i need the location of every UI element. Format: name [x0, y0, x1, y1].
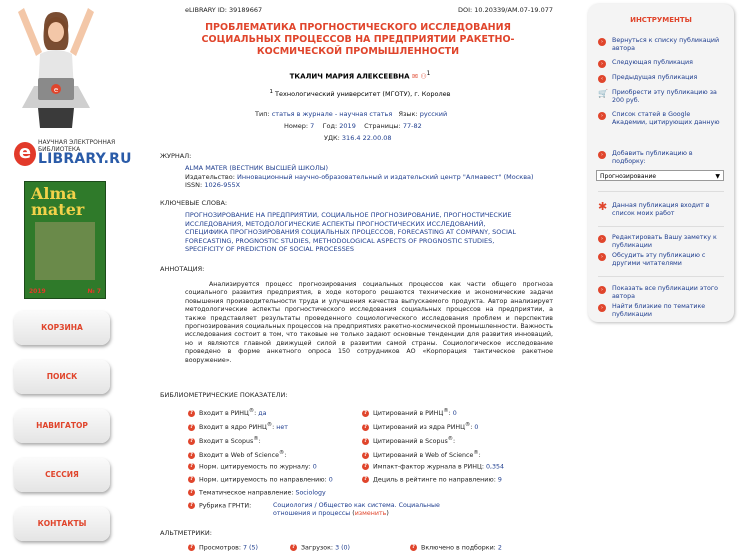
buy-publication-link[interactable]: 🛒 Приобрести эту публикацию за 200 руб. [598, 89, 717, 104]
number-row [284, 122, 422, 130]
indicator-row: ? Цитирований из ядра РИНЦ®: 0 [363, 422, 479, 432]
author-name[interactable]: ТКАЛИЧ МАРИЯ АЛЕКСЕЕВНА [289, 72, 410, 81]
keywords-heading: КЛЮЧЕВЫЕ СЛОВА: [160, 199, 228, 207]
author-sup: 1 [426, 71, 431, 77]
udk-label: УДК: [324, 134, 340, 142]
arrow-right-icon: › [598, 151, 606, 159]
lang-value: русский [419, 110, 448, 118]
arrow-right-icon: › [598, 235, 606, 243]
publisher-value[interactable]: Инновационный научно-образовательный и издательский центр "Алмавест" (Москва) [237, 172, 534, 181]
elibrary-logo[interactable] [14, 137, 132, 173]
num-label: Номер: [284, 122, 309, 130]
left-column [0, 0, 130, 553]
grnti-label: Рубрика ГРНТИ: [199, 502, 252, 510]
nav-search-button[interactable]: ПОИСК [14, 360, 110, 394]
arrow-right-icon: › [598, 60, 606, 68]
help-icon[interactable]: ? [411, 544, 416, 550]
help-icon[interactable]: ? [189, 476, 194, 482]
edit-note-link[interactable]: › Редактировать Вашу заметку к публикации [598, 234, 726, 250]
type-row [255, 110, 447, 118]
arrow-right-icon: › [598, 304, 606, 312]
help-icon[interactable]: ? [363, 451, 368, 458]
collection-select[interactable] [596, 170, 724, 181]
help-icon[interactable]: ? [189, 437, 194, 444]
author-publications-link[interactable]: › Показать все публикации этого автора [598, 285, 726, 301]
nav-contacts-button[interactable]: КОНТАКТЫ [14, 507, 110, 541]
help-icon[interactable]: ? [189, 489, 194, 495]
journal-name[interactable]: ALMA MATER (ВЕСТНИК ВЫСШЕЙ ШКОЛЫ) [185, 164, 328, 172]
nav-navigator-button[interactable]: НАВИГАТОР [14, 409, 110, 443]
help-icon[interactable]: ? [363, 476, 368, 482]
indicator-row: ? Норм. цитируемость по журналу: 0 [189, 463, 317, 471]
keywords-line[interactable]: SPECIFICITY OF PREDICTION OF SOCIAL PROCESSES [185, 245, 355, 253]
arrow-right-icon: › [598, 253, 606, 261]
type-value[interactable]: статья в журнале - научная статья [271, 110, 393, 118]
article-title: ПРОБЛЕМАТИКА ПРОГНОСТИЧЕСКОГО ИССЛЕДОВАНИЯ СОЦИАЛЬНЫХ ПРОЦЕССОВ НА ПРЕДПРИЯТИИ РАКЕТНО-КОСМИЧЕСКОЙ ПРОМЫШЛЕННОСТИ [201, 22, 515, 57]
arrow-right-icon: › [598, 38, 606, 46]
collections-row: ? Включено в подборки: 2 [411, 544, 502, 552]
help-icon[interactable]: ? [363, 437, 368, 444]
keywords-line[interactable]: СПЕЦИФИКА ПРОГНОЗИРОВАНИЯ СОЦИАЛЬНЫХ ПРОЦЕССОВ, FORECASTING AT COMPANY, SOCIAL [185, 228, 516, 236]
article-main [140, 0, 580, 553]
keywords-line[interactable]: FORECASTING, PROGNOSTIC STUDIES, METHODOLOGICAL ASPECTS OF PROGNOSTIC STUDIES, [185, 236, 495, 245]
altmetrics-heading: АЛЬТМЕТРИКИ: [160, 529, 212, 537]
num-value[interactable]: 7 [310, 122, 315, 130]
help-icon[interactable]: ? [189, 502, 194, 508]
arrow-right-icon: › [598, 112, 606, 120]
udk-row [324, 134, 392, 142]
tools-title: ИНСТРУМЕНТЫ [630, 16, 692, 24]
divider [598, 226, 724, 227]
indicator-row: ? Импакт-фактор журнала в РИНЦ: 0,354 [363, 463, 505, 471]
abstract-text: Анализируется процесс прогнозирования социальных процессов как части общего прогноза социального развития предприятия, в ходе которого решаются технические и экономические задачи повышения производительности труда и улучшения качества выпускаемого продукта. Автор анализирует методологические аспекты прогностического исследования социальных процессов на предприятии, а также представляет результаты проведенного социологического исследования проблем и перспектив прогнозирования социальных процессов на предприятиях ракетно-космической промышленности. Важность исследования состоит в том, что таковые не только задают основные тенденции для развития инноваций, но и являются главной движущей силой в развитии самой страны. Социологическое исследование проведено в форме анкетного опроса 150 сотрудников АО «Корпорация тактическое ракетное вооружение». [185, 281, 553, 364]
indicator-row: ? Входит в Scopus®: [189, 436, 261, 446]
arrow-right-icon: › [598, 286, 606, 294]
indicator-row: ? Дециль в рейтинге по направлению: 9 [363, 476, 502, 484]
help-icon[interactable]: ? [189, 544, 194, 550]
year-label: Год: [322, 122, 338, 130]
logo-e-icon: e [14, 142, 36, 166]
help-icon[interactable]: ? [363, 423, 368, 430]
divider [598, 191, 724, 192]
person-icon[interactable]: ⚇ [420, 72, 427, 81]
help-icon[interactable]: ? [291, 544, 296, 550]
views-row: ? Просмотров: 7 (5) [189, 544, 258, 552]
discuss-link[interactable]: › Обсудить эту публикацию с другими читателями [598, 252, 726, 268]
collection-select-value: Прогнозирование [600, 173, 657, 180]
indicator-row: ? Цитирований в Web of Science®: [363, 450, 481, 460]
keywords-block [185, 211, 516, 254]
indicator-row: ? Цитирований в РИНЦ®: 0 [363, 408, 457, 418]
help-icon[interactable]: ? [189, 423, 194, 430]
pages-label: Страницы: [364, 122, 401, 130]
chevron-down-icon: ▼ [715, 173, 720, 180]
journal-cover[interactable] [24, 181, 106, 299]
elibrary-id: eLIBRARY ID: 39189667 [185, 6, 263, 14]
publisher-label: Издательство: [185, 172, 235, 181]
affiliation-line [140, 89, 580, 98]
grnti-row: ? Рубрика ГРНТИ: Социология / Общество как система. Социальные отношения и процессы (изменить) [189, 502, 440, 517]
author-line [140, 71, 580, 80]
logo-text: LIBRARY.RU [38, 151, 132, 167]
nav-session-button[interactable]: СЕССИЯ [14, 458, 110, 492]
journal-block [185, 164, 534, 190]
pages-value: 77-82 [402, 122, 422, 130]
tools-panel [588, 4, 734, 322]
hero-illustration [14, 0, 98, 128]
help-icon[interactable]: ? [363, 463, 368, 469]
doi-label: DOI: 10.20339/AM.07-19.077 [458, 6, 553, 14]
keywords-line[interactable]: ИССЛЕДОВАНИЯ, МЕТОДОЛОГИЧЕСКИЕ АСПЕКТЫ ПРОГНОСТИЧЕСКИХ ИССЛЕДОВАНИЙ, [185, 219, 486, 228]
indicator-row: ? Тематическое направление: Sociology [189, 489, 326, 497]
arrow-left-icon: ‹ [598, 75, 606, 83]
cover-image [35, 222, 95, 280]
add-to-collection-label: › Добавить публикацию в подборку: [598, 150, 726, 166]
logo-subtitle: НАУЧНАЯ ЭЛЕКТРОННАЯ БИБЛИОТЕКА [38, 139, 116, 153]
year-value: 2019 [339, 122, 356, 130]
prev-publication-link[interactable]: ‹ Предыдущая публикация [598, 74, 726, 82]
svg-text:e: e [53, 86, 59, 94]
lang-label: Язык: [398, 110, 418, 118]
indicator-row: ? Входит в ядро РИНЦ®: нет [189, 422, 288, 432]
cover-number: № 7 [87, 288, 101, 295]
help-icon[interactable]: ? [189, 409, 194, 416]
asterisk-icon: ✱ [598, 200, 608, 213]
type-label: Тип: [255, 110, 270, 118]
issn-value: 1026-955X [204, 181, 241, 189]
downloads-row: ? Загрузок: 3 (0) [291, 544, 351, 552]
back-to-author-link[interactable]: › Вернуться к списку публикаций автора [598, 37, 726, 53]
affiliation-text: Технологический университет (МГОТУ), г. Королев [275, 90, 451, 99]
cart-icon: 🛒 [598, 89, 608, 98]
grnti-change-link[interactable]: изменить [354, 510, 387, 517]
indicator-row: ? Норм. цитируемость по направлению: 0 [189, 476, 333, 484]
divider [598, 276, 724, 277]
similar-publications-link[interactable]: › Найти близкие по тематике публикации [598, 303, 726, 319]
abstract-heading: АННОТАЦИЯ: [160, 265, 205, 273]
indicator-row: ? Входит в Web of Science®: [189, 450, 287, 460]
keywords-line[interactable]: ПРОГНОЗИРОВАНИЕ НА ПРЕДПРИЯТИИ, СОЦИАЛЬНОЕ ПРОГНОЗИРОВАНИЕ, ПРОГНОСТИЧЕСКИЕ [185, 211, 512, 219]
google-scholar-link[interactable]: › Список статей в Google Академии, цитирующих данную [598, 111, 726, 127]
journal-heading: ЖУРНАЛ: [160, 152, 192, 160]
help-icon[interactable]: ? [189, 463, 194, 469]
grnti-value[interactable]: Социология / Общество как система. Социальные отношения и процессы [273, 502, 440, 517]
indicator-row: ? Цитирований в Scopus®: [363, 436, 456, 446]
help-icon[interactable]: ? [363, 409, 368, 416]
udk-value: 316.4 22.00.08 [341, 134, 392, 142]
nav-cart-button[interactable]: КОРЗИНА [14, 311, 110, 345]
cover-year: 2019 [29, 288, 46, 295]
help-icon[interactable]: ? [189, 451, 194, 458]
my-works-link[interactable]: ✱ Данная публикация входит в список моих работ [598, 200, 710, 217]
issn-label: ISSN: [185, 181, 203, 189]
cover-title: Alma mater [31, 184, 85, 219]
indicator-row: ? Входит в РИНЦ®: да [189, 408, 267, 418]
aff-sup: 1 [269, 89, 273, 95]
email-icon[interactable]: ✉ [412, 72, 418, 81]
indicators-heading: БИБЛИОМЕТРИЧЕСКИЕ ПОКАЗАТЕЛИ: [160, 391, 288, 399]
next-publication-link[interactable]: › Следующая публикация [598, 59, 726, 67]
